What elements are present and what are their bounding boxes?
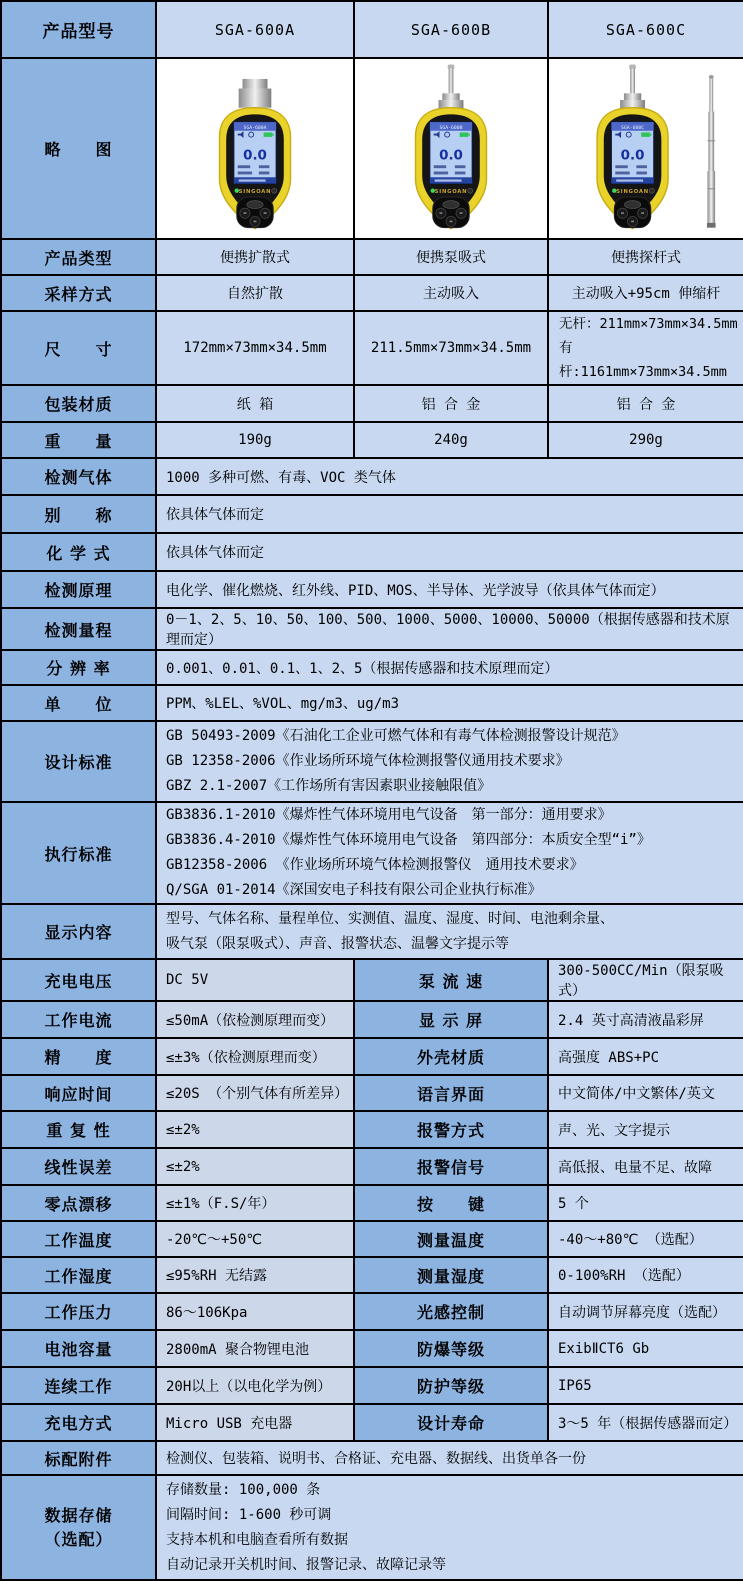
row-label: 泵 流 速 bbox=[354, 959, 548, 1001]
row-value: 5 个 bbox=[548, 1185, 743, 1221]
device-illustration-sga-600c bbox=[551, 61, 741, 236]
row-label: 连续工作 bbox=[1, 1367, 156, 1404]
text-line: 吸气泵（限泵吸式）、声音、报警状态、温馨文字提示等 bbox=[166, 935, 509, 952]
row-value: 20H以上（以电化学为例） bbox=[156, 1367, 354, 1404]
brand-text: SINGOAN bbox=[616, 189, 649, 196]
row-value: 2.4 英寸高清液晶彩屏 bbox=[548, 1001, 743, 1038]
row-value: 高强度 ABS+PC bbox=[548, 1038, 743, 1075]
battery-icon bbox=[650, 134, 652, 136]
probe-base-icon bbox=[442, 93, 459, 100]
row-label: 执行标准 bbox=[1, 802, 156, 904]
row-value: 便携泵吸式 bbox=[354, 239, 548, 275]
menu-button-icon bbox=[247, 201, 263, 209]
row-label: 响应时间 bbox=[1, 1075, 156, 1111]
screen-info-text bbox=[455, 172, 466, 175]
screen-info-text bbox=[615, 172, 629, 175]
table-row bbox=[1, 495, 743, 533]
screen-model-text: SGA-600A bbox=[243, 125, 267, 131]
product-image-cell bbox=[156, 58, 354, 239]
text-line: 数据存储 bbox=[44, 1505, 113, 1525]
row-value: ≤±1%（F.S/年） bbox=[156, 1185, 354, 1221]
text-line: Q/SGA 01-2014《深国安电子科技有限公司企业执行标准》 bbox=[166, 882, 542, 898]
row-label: 别 称 bbox=[1, 495, 156, 533]
screen-datetime-text bbox=[435, 179, 462, 181]
table-row bbox=[1, 1038, 743, 1075]
row-value: 290g bbox=[548, 422, 743, 458]
row-value: 检测仪、包装箱、说明书、合格证、充电器、数据线、出货单各一份 bbox=[156, 1441, 743, 1475]
row-value: ≤±3%（依检测原理而变） bbox=[156, 1038, 354, 1075]
row-value: 铝 合 金 bbox=[548, 385, 743, 422]
table-row bbox=[1, 422, 743, 458]
menu-button-icon bbox=[624, 201, 640, 209]
row-value bbox=[156, 904, 743, 959]
table-row bbox=[1, 904, 743, 959]
row-value bbox=[156, 802, 743, 904]
sensor-cap-icon bbox=[243, 79, 268, 89]
text-line: GB 12358-2006《作业场所环境气体检测报警仪通用技术要求》 bbox=[166, 753, 570, 769]
row-value: Micro USB 充电器 bbox=[156, 1404, 354, 1441]
row-label: 单 位 bbox=[1, 685, 156, 721]
row-label: 工作温度 bbox=[1, 1221, 156, 1257]
row-label: 工作电流 bbox=[1, 1001, 156, 1038]
screen-info-text bbox=[434, 172, 448, 175]
row-value: 主动吸入+95cm 伸缩杆 bbox=[548, 275, 743, 311]
screen-info-text bbox=[636, 172, 647, 175]
row-label: 包装材质 bbox=[1, 385, 156, 422]
device-illustration-sga-600a bbox=[160, 61, 350, 236]
brand-text: SINGOAN bbox=[434, 189, 468, 196]
row-label: 检测气体 bbox=[1, 458, 156, 495]
table-row bbox=[1, 1185, 743, 1221]
row-label bbox=[1, 1475, 156, 1580]
row-label: 电池容量 bbox=[1, 1330, 156, 1367]
row-label: 充电电压 bbox=[1, 959, 156, 1001]
screen-info-text bbox=[259, 172, 270, 175]
table-row bbox=[1, 458, 743, 495]
table-row bbox=[1, 275, 743, 311]
row-label: 重 复 性 bbox=[1, 1111, 156, 1148]
row-value: 1000 多种可燃、有毒、VOC 类气体 bbox=[156, 458, 743, 495]
row-value: ≤95%RH 无结露 bbox=[156, 1257, 354, 1293]
row-value: 中文简体/中文繁体/英文 bbox=[548, 1075, 743, 1111]
screen-info-text bbox=[455, 165, 466, 168]
row-label: 检测原理 bbox=[1, 571, 156, 608]
row-value: 190g bbox=[156, 422, 354, 458]
screen-model-text: SGA-600C bbox=[621, 125, 645, 131]
table-row bbox=[1, 1404, 743, 1441]
row-value: 自然扩散 bbox=[156, 275, 354, 311]
row-label: 设计寿命 bbox=[354, 1404, 548, 1441]
table-row bbox=[1, 685, 743, 721]
row-value: 电化学、催化燃烧、红外线、PID、MOS、半导体、光学波导（依具体气体而定） bbox=[156, 571, 743, 608]
text-line: GB12358-2006 《作业场所环境气体检测报警仪 通用技术要求》 bbox=[166, 857, 584, 873]
table-row bbox=[1, 721, 743, 802]
table-row bbox=[1, 1330, 743, 1367]
screen-info-text bbox=[238, 172, 252, 175]
power-button-icon bbox=[649, 188, 654, 193]
row-label: 显示内容 bbox=[1, 904, 156, 959]
row-value: 依具体气体而定 bbox=[156, 495, 743, 533]
screen-info-text bbox=[434, 165, 446, 168]
row-label: 报警方式 bbox=[354, 1111, 548, 1148]
telescopic-rod-icon bbox=[707, 75, 716, 228]
text-line: 型号、气体名称、量程单位、实测值、温度、湿度、时间、电池剩余量、 bbox=[166, 910, 614, 927]
text-line: 无杆：211mm×73mm×34.5mm bbox=[559, 316, 738, 332]
power-button-icon bbox=[272, 188, 277, 193]
row-label: 防护等级 bbox=[354, 1367, 548, 1404]
row-label: 按 键 bbox=[354, 1185, 548, 1221]
row-value bbox=[548, 311, 743, 385]
battery-icon bbox=[272, 134, 274, 136]
row-label: 光感控制 bbox=[354, 1293, 548, 1330]
row-label: 检测量程 bbox=[1, 608, 156, 650]
probe-rod-icon bbox=[630, 68, 635, 93]
row-value: 声、光、文字提示 bbox=[548, 1111, 743, 1148]
row-value: 依具体气体而定 bbox=[156, 533, 743, 571]
row-label: 线性误差 bbox=[1, 1148, 156, 1185]
table-row bbox=[1, 1293, 743, 1330]
row-value: 主动吸入 bbox=[354, 275, 548, 311]
sketch-row-label: 略 图 bbox=[1, 58, 156, 239]
text-line: GBZ 2.1-2007《工作场所有害因素职业接触限值》 bbox=[166, 778, 492, 794]
text-line: 有杆:1161mm×73mm×34.5mm bbox=[559, 340, 727, 380]
text-line: GB3836.4-2010《爆炸性气体环境用电气设备 第四部分：本质安全型“i”》 bbox=[166, 832, 651, 848]
table-row bbox=[1, 1441, 743, 1475]
row-label: 标配附件 bbox=[1, 1441, 156, 1475]
table-row bbox=[1, 571, 743, 608]
row-label: 采样方式 bbox=[1, 275, 156, 311]
button-glyph bbox=[641, 212, 644, 214]
brand-text: SINGOAN bbox=[238, 189, 272, 196]
button-glyph bbox=[621, 212, 624, 214]
row-label: 工作压力 bbox=[1, 1293, 156, 1330]
menu-button-icon bbox=[443, 201, 459, 209]
row-value: ExibⅡCT6 Gb bbox=[548, 1330, 743, 1367]
text-line: 间隔时间: 1-600 秒可调 bbox=[166, 1506, 332, 1523]
table-row bbox=[1, 533, 743, 571]
row-value: 高低报、电量不足、故障 bbox=[548, 1148, 743, 1185]
screen-info-text bbox=[615, 165, 627, 168]
table-row bbox=[1, 311, 743, 385]
table-row bbox=[1, 239, 743, 275]
row-value: -40～+80℃ （选配） bbox=[548, 1221, 743, 1257]
probe-base-icon bbox=[624, 93, 641, 100]
product-model-c: SGA-600C bbox=[548, 1, 743, 58]
button-glyph bbox=[439, 212, 442, 214]
row-label: 精 度 bbox=[1, 1038, 156, 1075]
row-value: ≤±2% bbox=[156, 1111, 354, 1148]
table-row bbox=[1, 608, 743, 650]
table-row bbox=[1, 1221, 743, 1257]
row-label: 设计标准 bbox=[1, 721, 156, 802]
screen-reading: 0.0 bbox=[439, 148, 463, 164]
screen-model-text: SGA-600B bbox=[439, 125, 463, 131]
power-button-icon bbox=[468, 188, 473, 193]
table-row bbox=[1, 802, 743, 904]
table-row bbox=[1, 1, 743, 58]
row-value bbox=[156, 721, 743, 802]
row-label: 显 示 屏 bbox=[354, 1001, 548, 1038]
row-value: 纸 箱 bbox=[156, 385, 354, 422]
table-row bbox=[1, 385, 743, 422]
text-line: 存储数量: 100,000 条 bbox=[166, 1481, 321, 1498]
row-label: 充电方式 bbox=[1, 1404, 156, 1441]
row-label: 产品类型 bbox=[1, 239, 156, 275]
row-value: 铝 合 金 bbox=[354, 385, 548, 422]
header-product-model-label: 产品型号 bbox=[1, 1, 156, 58]
button-glyph bbox=[264, 212, 267, 214]
text-line: GB3836.1-2010《爆炸性气体环境用电气设备 第一部分：通用要求》 bbox=[166, 807, 612, 823]
table-row bbox=[1, 650, 743, 685]
row-label: 零点漂移 bbox=[1, 1185, 156, 1221]
battery-icon bbox=[641, 132, 650, 136]
row-value: 240g bbox=[354, 422, 548, 458]
row-value: ≤20S （个别气体有所差异） bbox=[156, 1075, 354, 1111]
row-value bbox=[156, 1475, 743, 1580]
row-value: 0-100%RH （选配） bbox=[548, 1257, 743, 1293]
table-row bbox=[1, 58, 743, 239]
text-line: GB 50493-2009《石油化工企业可燃气体和有毒气体检测报警设计规范》 bbox=[166, 728, 626, 744]
device-illustration-sga-600b bbox=[356, 61, 546, 236]
row-value: 172mm×73mm×34.5mm bbox=[156, 311, 354, 385]
row-label: 语言界面 bbox=[354, 1075, 548, 1111]
button-glyph bbox=[254, 221, 257, 223]
battery-icon bbox=[460, 132, 469, 136]
row-value: 自动调节屏幕亮度（选配） bbox=[548, 1293, 743, 1330]
table-row bbox=[1, 1111, 743, 1148]
row-value: 0.001、0.01、0.1、1、2、5（根据传感器和技术原理而定） bbox=[156, 650, 743, 685]
row-value: 0－1、2、5、10、50、100、500、1000、5000、10000、50000（根据传感器和技术原理而定） bbox=[156, 608, 743, 650]
row-value: 2800mA 聚合物锂电池 bbox=[156, 1330, 354, 1367]
screen-info-text bbox=[259, 165, 270, 168]
table-row bbox=[1, 1367, 743, 1404]
row-value: 便携探杆式 bbox=[548, 239, 743, 275]
product-image-cell bbox=[548, 58, 743, 239]
row-label: 化 学 式 bbox=[1, 533, 156, 571]
row-value: ≤±2% bbox=[156, 1148, 354, 1185]
text-line: 支持本机和电脑查看所有数据 bbox=[166, 1531, 348, 1548]
screen-reading: 0.0 bbox=[243, 148, 267, 164]
screen-datetime-text bbox=[616, 179, 643, 181]
row-value: 211.5mm×73mm×34.5mm bbox=[354, 311, 548, 385]
table-row bbox=[1, 1257, 743, 1293]
row-value: 便携扩散式 bbox=[156, 239, 354, 275]
row-value: 300-500CC/Min（限泵吸式） bbox=[548, 959, 743, 1001]
row-label: 测量温度 bbox=[354, 1221, 548, 1257]
product-model-a: SGA-600A bbox=[156, 1, 354, 58]
product-model-b: SGA-600B bbox=[354, 1, 548, 58]
row-value: IP65 bbox=[548, 1367, 743, 1404]
row-label: 测量湿度 bbox=[354, 1257, 548, 1293]
table-row bbox=[1, 1001, 743, 1038]
row-value: DC 5V bbox=[156, 959, 354, 1001]
row-label: 重 量 bbox=[1, 422, 156, 458]
row-value: ≤50mA（依检测原理而变） bbox=[156, 1001, 354, 1038]
button-glyph bbox=[450, 221, 453, 223]
probe-rod-icon bbox=[449, 68, 454, 93]
row-label: 报警信号 bbox=[354, 1148, 548, 1185]
row-label: 工作湿度 bbox=[1, 1257, 156, 1293]
table-row bbox=[1, 1475, 743, 1580]
button-glyph bbox=[631, 221, 634, 223]
button-glyph bbox=[460, 212, 463, 214]
row-label: 尺 寸 bbox=[1, 311, 156, 385]
screen-info-text bbox=[238, 165, 250, 168]
product-image-cell bbox=[354, 58, 548, 239]
row-label: 外壳材质 bbox=[354, 1038, 548, 1075]
battery-icon bbox=[468, 134, 470, 136]
row-value: PPM、%LEL、%VOL、mg/m3、ug/m3 bbox=[156, 685, 743, 721]
row-label: 分 辨 率 bbox=[1, 650, 156, 685]
row-value: 3～5 年（根据传感器而定） bbox=[548, 1404, 743, 1441]
table-row bbox=[1, 959, 743, 1001]
row-label: 防爆等级 bbox=[354, 1330, 548, 1367]
row-value: -20℃～+50℃ bbox=[156, 1221, 354, 1257]
screen-info-text bbox=[636, 165, 647, 168]
table-row bbox=[1, 1148, 743, 1185]
text-line: 自动记录开关机时间、报警记录、故障记录等 bbox=[166, 1556, 446, 1573]
row-value: 86～106Kpa bbox=[156, 1293, 354, 1330]
button-glyph bbox=[243, 212, 246, 214]
text-line: （选配） bbox=[44, 1529, 113, 1549]
screen-datetime-text bbox=[239, 179, 266, 181]
sensor-cap-icon bbox=[239, 89, 272, 108]
battery-icon bbox=[264, 132, 273, 136]
table-row bbox=[1, 1075, 743, 1111]
screen-reading: 0.0 bbox=[620, 148, 645, 164]
